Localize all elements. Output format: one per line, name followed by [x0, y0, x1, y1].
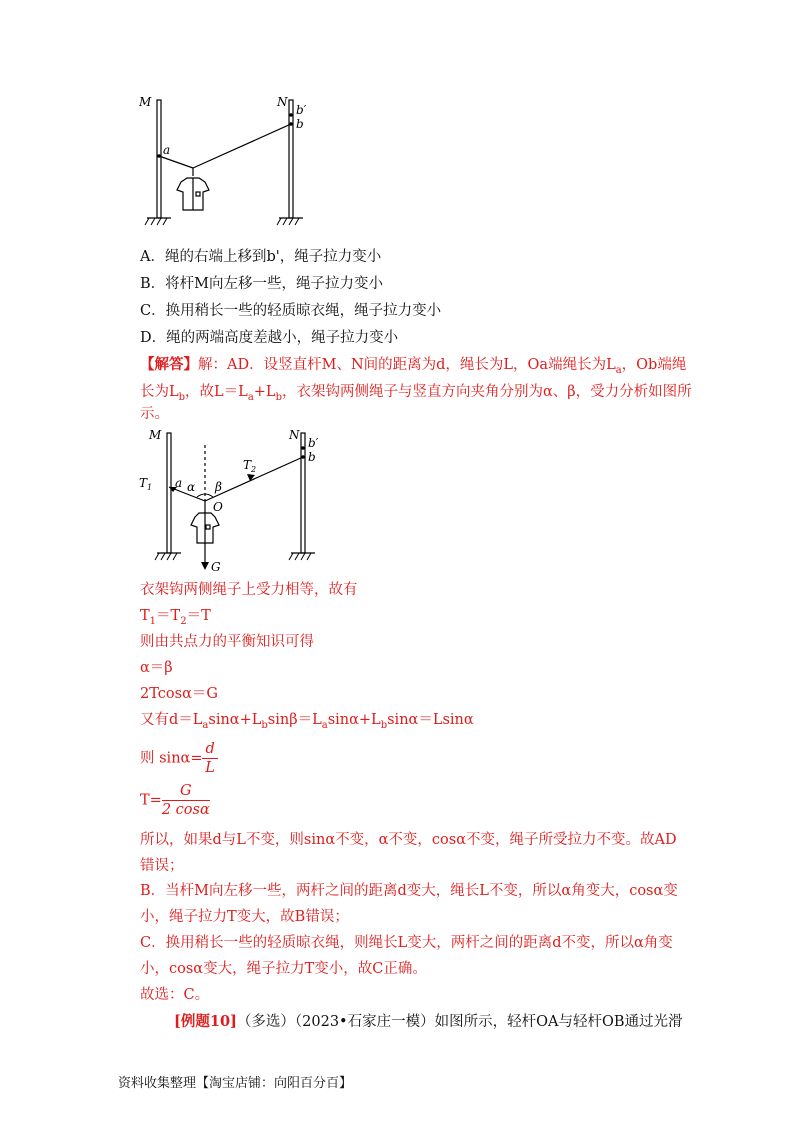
solution-s5: 2Tcosα＝G — [140, 686, 218, 702]
example-tag: [例题10] — [174, 1013, 237, 1030]
answer-line-2: 长为$L_b$，故$L=L_a+L_b$，衣架钩两侧绳子与竖直方向夹角分别为α、β，受力分析如图所 — [140, 384, 692, 403]
pole-N — [289, 100, 293, 218]
solution-s4: α＝β — [140, 660, 173, 676]
label-N-2: N — [289, 428, 300, 442]
rope-right-2 — [205, 457, 303, 501]
example-10: [例题10]（多选）（2023•石家庄一模）如图所示，轻杆OA与轻杆OB通过光滑 — [174, 1013, 683, 1030]
label-T2: $T_2$ — [243, 458, 257, 474]
pole-M-2 — [167, 433, 171, 553]
label-b-prime-2: b′ — [308, 436, 319, 450]
solution-s12: 小，绳子拉力T变大，故B错误； — [140, 909, 349, 925]
solution-s1: 衣架钩两侧绳子上受力相等，故有 — [140, 582, 358, 598]
solution-s10: 错误； — [140, 858, 184, 874]
label-b-prime: b′ — [296, 103, 307, 117]
option-c: C．换用稍长一些的轻质晾衣绳，绳子拉力变小 — [140, 303, 442, 319]
label-a: a — [163, 143, 171, 157]
arrow-G — [201, 562, 209, 570]
solution-s2: $T_1=T_2=T$ — [140, 608, 211, 627]
answer-line-1: 【解答】解：AD．设竖直杆M、N间的距离为d，绳长为L，Oa端绳长为$L_a$，Ob端绳 — [140, 356, 687, 376]
label-N: N — [277, 95, 288, 109]
label-b: b — [296, 117, 304, 131]
solution-s3: 则由共点力的平衡知识可得 — [140, 634, 314, 650]
solution-s7: 则 sinα= $\frac{d}{L}$ — [140, 740, 218, 776]
option-b: B．将杆M向左移一些，绳子拉力变小 — [140, 276, 384, 292]
label-G: G — [211, 560, 221, 574]
solution-s15: 故选：C。 — [140, 987, 210, 1003]
label-beta: β — [215, 480, 222, 494]
rope-right — [193, 124, 291, 168]
solution-s11: B．当杆M向左移一些，两杆之间的距离d变大，绳长L不变，所以α角变大，cosα变 — [140, 883, 678, 899]
label-M-2: M — [149, 428, 162, 442]
label-alpha: α — [187, 480, 196, 494]
solution-s9: 所以，如果d与L不变，则sinα不变，α不变，cosα不变，绳子所受拉力不变。故AD — [140, 832, 677, 848]
footer: 资料收集整理【淘宝店铺：向阳百分百】 — [118, 1076, 353, 1091]
figure-force-analysis — [135, 425, 335, 575]
answer-tag: 【解答】 — [140, 356, 198, 373]
option-a: A．绳的右端上移到b'，绳子拉力变小 — [140, 249, 382, 265]
pole-M — [157, 100, 161, 218]
label-O: O — [213, 500, 223, 514]
answer-line-3: 示。 — [140, 406, 169, 422]
label-b-2: b — [308, 450, 316, 464]
solution-s6: 又有$d=L_a\sin\alpha+L_b\sin\beta=L_a\sin\alpha+L_b\sin\alpha=Lsin\alpha$ — [140, 712, 474, 731]
rope-left — [159, 156, 193, 168]
label-a-2: a — [175, 476, 183, 490]
solution-s13: C．换用稍长一些的轻质晾衣绳，则绳长L变大，两杆之间的距离d不变，所以α角变 — [140, 935, 673, 951]
solution-s8: T= $\frac{G}{2 \cos\alpha}$ — [140, 783, 210, 818]
solution-s14: 小，cosα变大，绳子拉力T变小，故C正确。 — [140, 961, 427, 977]
label-M: M — [139, 95, 152, 109]
figure-clothesline-1 — [135, 92, 315, 232]
option-d: D．绳的两端高度差越小，绳子拉力变小 — [140, 330, 399, 346]
label-T1: $T_1$ — [139, 476, 153, 492]
pole-N-2 — [301, 433, 305, 553]
